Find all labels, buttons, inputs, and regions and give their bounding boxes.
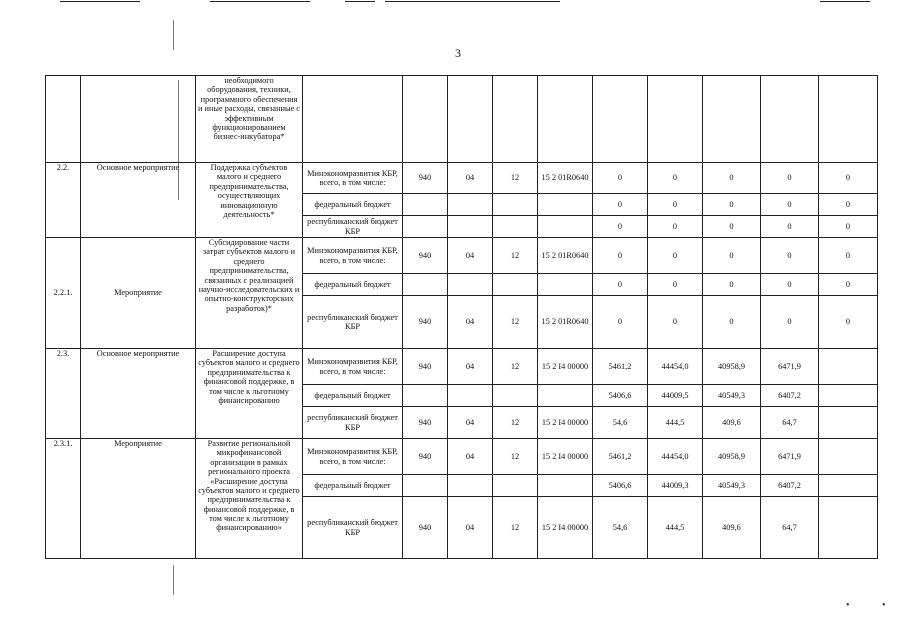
- value-cell: 40549,3: [703, 385, 761, 407]
- value-cell: 40958,9: [703, 349, 761, 385]
- rz-cell: 04: [448, 407, 493, 439]
- value-cell: 0: [593, 194, 648, 216]
- grbs-cell: [403, 76, 448, 163]
- grbs-cell: [403, 274, 448, 296]
- rz-cell: [448, 194, 493, 216]
- scan-mark: [173, 565, 174, 595]
- scan-mark: [173, 20, 174, 50]
- executor-cell: федеральный бюджет: [303, 274, 403, 296]
- value-cell: 44454,0: [648, 439, 703, 475]
- value-cell: [593, 76, 648, 163]
- executor-cell: республиканский бюджет КБР: [303, 497, 403, 559]
- pr-cell: [493, 76, 538, 163]
- value-cell: 0: [703, 296, 761, 349]
- executor-cell: республиканский бюджет КБР: [303, 407, 403, 439]
- value-cell: 0: [593, 274, 648, 296]
- event-type-cell: Основное мероприятие: [81, 349, 196, 439]
- csr-cell: 15 2 I4 00000: [538, 349, 593, 385]
- grbs-cell: [403, 475, 448, 497]
- value-cell: 0: [703, 238, 761, 274]
- row-number-cell: 2.2.1.: [46, 238, 81, 349]
- value-cell: [761, 76, 819, 163]
- rz-cell: 04: [448, 349, 493, 385]
- csr-cell: [538, 385, 593, 407]
- scan-dot: •: [882, 600, 886, 611]
- table-row: [46, 439, 878, 475]
- top-rule: [210, 1, 310, 2]
- row-number-cell: [46, 76, 81, 163]
- value-cell: 5406,6: [593, 385, 648, 407]
- csr-cell: 15 2 01R0640: [538, 238, 593, 274]
- grbs-cell: [403, 194, 448, 216]
- value-cell: 0: [648, 163, 703, 194]
- executor-cell: федеральный бюджет: [303, 385, 403, 407]
- pr-cell: [493, 194, 538, 216]
- row-number-cell: 2.3.1.: [46, 439, 81, 559]
- csr-cell: 15 2 I4 00000: [538, 497, 593, 559]
- row-number-cell: 2.2.: [46, 163, 81, 238]
- value-cell: 54,6: [593, 407, 648, 439]
- value-cell: 0: [648, 216, 703, 238]
- pr-cell: [493, 385, 538, 407]
- value-cell: 0: [593, 163, 648, 194]
- value-cell: [819, 407, 878, 439]
- executor-cell: [303, 76, 403, 163]
- value-cell: [819, 497, 878, 559]
- value-cell: [819, 385, 878, 407]
- executor-cell: Минэкономразвития КБР, всего, в том числе:: [303, 349, 403, 385]
- csr-cell: 15 2 I4 00000: [538, 407, 593, 439]
- value-cell: 64,7: [761, 407, 819, 439]
- scan-dot: •: [846, 600, 850, 611]
- csr-cell: 15 2 01R0640: [538, 296, 593, 349]
- pr-cell: 12: [493, 407, 538, 439]
- value-cell: 0: [648, 296, 703, 349]
- table-row: [46, 349, 878, 385]
- event-type-cell: Основное мероприятие: [81, 163, 196, 238]
- value-cell: 0: [648, 238, 703, 274]
- value-cell: 44009,3: [648, 475, 703, 497]
- budget-table: [45, 75, 878, 559]
- executor-cell: федеральный бюджет: [303, 194, 403, 216]
- pr-cell: [493, 475, 538, 497]
- rz-cell: 04: [448, 497, 493, 559]
- executor-cell: республиканский бюджет КБР: [303, 296, 403, 349]
- value-cell: 409,6: [703, 407, 761, 439]
- grbs-cell: 940: [403, 163, 448, 194]
- value-cell: 0: [648, 274, 703, 296]
- csr-cell: [538, 274, 593, 296]
- table-row: [46, 163, 878, 194]
- value-cell: 40958,9: [703, 439, 761, 475]
- grbs-cell: 940: [403, 497, 448, 559]
- rz-cell: 04: [448, 238, 493, 274]
- pr-cell: 12: [493, 296, 538, 349]
- value-cell: [819, 475, 878, 497]
- row-number-cell: 2.3.: [46, 349, 81, 439]
- rz-cell: [448, 216, 493, 238]
- pr-cell: [493, 216, 538, 238]
- csr-cell: 15 2 I4 00000: [538, 439, 593, 475]
- value-cell: 5461,2: [593, 439, 648, 475]
- value-cell: 0: [703, 194, 761, 216]
- rz-cell: [448, 274, 493, 296]
- event-type-cell: Мероприятие: [81, 238, 196, 349]
- pr-cell: 12: [493, 439, 538, 475]
- rz-cell: [448, 76, 493, 163]
- event-name-cell: Поддержка субъектов малого и среднего предпринимательства, осуществляющих инновационную деятельность*: [196, 163, 303, 238]
- value-cell: 0: [593, 238, 648, 274]
- value-cell: 0: [703, 216, 761, 238]
- csr-cell: [538, 475, 593, 497]
- csr-cell: 15 2 01R0640: [538, 163, 593, 194]
- value-cell: 6407,2: [761, 385, 819, 407]
- event-name-cell: Расширение доступа субъектов малого и среднего предпринимательства к финансовой поддержке, в том числе к льготному финансированию: [196, 349, 303, 439]
- value-cell: 0: [703, 274, 761, 296]
- executor-cell: Минэкономразвития КБР, всего, в том числе:: [303, 439, 403, 475]
- value-cell: 0: [761, 238, 819, 274]
- pr-cell: 12: [493, 349, 538, 385]
- value-cell: 5461,2: [593, 349, 648, 385]
- rz-cell: 04: [448, 439, 493, 475]
- pr-cell: [493, 274, 538, 296]
- grbs-cell: [403, 385, 448, 407]
- table-row: [46, 238, 878, 274]
- top-rule: [60, 1, 140, 2]
- executor-cell: Минэкономразвития КБР, всего, в том числе:: [303, 163, 403, 194]
- value-cell: 409,6: [703, 497, 761, 559]
- value-cell: 40549,3: [703, 475, 761, 497]
- value-cell: 6471,9: [761, 439, 819, 475]
- value-cell: 64,7: [761, 497, 819, 559]
- value-cell: 5406,6: [593, 475, 648, 497]
- pr-cell: 12: [493, 163, 538, 194]
- rz-cell: [448, 385, 493, 407]
- value-cell: 0: [819, 216, 878, 238]
- executor-cell: Минэкономразвития КБР, всего, в том числе:: [303, 238, 403, 274]
- top-rule: [385, 1, 560, 2]
- event-name-cell: Субсидирование части затрат субъектов малого и среднего предпринимательства, связанных с реализацией научно-исследовательских и опытно-конструкторских разработок)*: [196, 238, 303, 349]
- event-type-cell: Мероприятие: [81, 439, 196, 559]
- value-cell: [819, 349, 878, 385]
- pr-cell: 12: [493, 238, 538, 274]
- csr-cell: [538, 76, 593, 163]
- value-cell: 0: [593, 216, 648, 238]
- value-cell: 0: [819, 163, 878, 194]
- value-cell: 0: [761, 194, 819, 216]
- grbs-cell: 940: [403, 349, 448, 385]
- event-name-cell: необходимого оборудования, техники, программного обеспечения и иные расходы, связанные с эффективным функционированием бизнес-инкубатора*: [196, 76, 303, 163]
- rz-cell: 04: [448, 163, 493, 194]
- value-cell: 44009,5: [648, 385, 703, 407]
- value-cell: [819, 439, 878, 475]
- pr-cell: 12: [493, 497, 538, 559]
- csr-cell: [538, 216, 593, 238]
- grbs-cell: 940: [403, 296, 448, 349]
- rz-cell: [448, 475, 493, 497]
- executor-cell: федеральный бюджет: [303, 475, 403, 497]
- value-cell: 0: [819, 296, 878, 349]
- value-cell: 0: [819, 274, 878, 296]
- grbs-cell: 940: [403, 238, 448, 274]
- value-cell: [648, 76, 703, 163]
- value-cell: 444,5: [648, 497, 703, 559]
- value-cell: 6471,9: [761, 349, 819, 385]
- rz-cell: 04: [448, 296, 493, 349]
- value-cell: 54,6: [593, 497, 648, 559]
- value-cell: 0: [648, 194, 703, 216]
- value-cell: 0: [761, 274, 819, 296]
- value-cell: 0: [761, 296, 819, 349]
- grbs-cell: 940: [403, 407, 448, 439]
- value-cell: 0: [819, 238, 878, 274]
- top-rule: [345, 1, 375, 2]
- value-cell: [819, 76, 878, 163]
- value-cell: 444,5: [648, 407, 703, 439]
- value-cell: 6407,2: [761, 475, 819, 497]
- grbs-cell: 940: [403, 439, 448, 475]
- value-cell: 0: [761, 216, 819, 238]
- table-row: [46, 76, 878, 163]
- executor-cell: республиканский бюджет КБР: [303, 216, 403, 238]
- value-cell: 0: [819, 194, 878, 216]
- value-cell: 0: [703, 163, 761, 194]
- value-cell: 0: [761, 163, 819, 194]
- top-rule: [820, 1, 870, 2]
- event-name-cell: Развитие региональной микрофинансовой организации в рамках регионального проекта «Расширение доступа субъектов малого и среднего предпринимательства к финансовой поддержке, в том числе к льготному финансированию»: [196, 439, 303, 559]
- page-number: 3: [455, 46, 461, 60]
- value-cell: 0: [593, 296, 648, 349]
- event-type-cell: [81, 76, 196, 163]
- grbs-cell: [403, 216, 448, 238]
- value-cell: 44454,0: [648, 349, 703, 385]
- value-cell: [703, 76, 761, 163]
- csr-cell: [538, 194, 593, 216]
